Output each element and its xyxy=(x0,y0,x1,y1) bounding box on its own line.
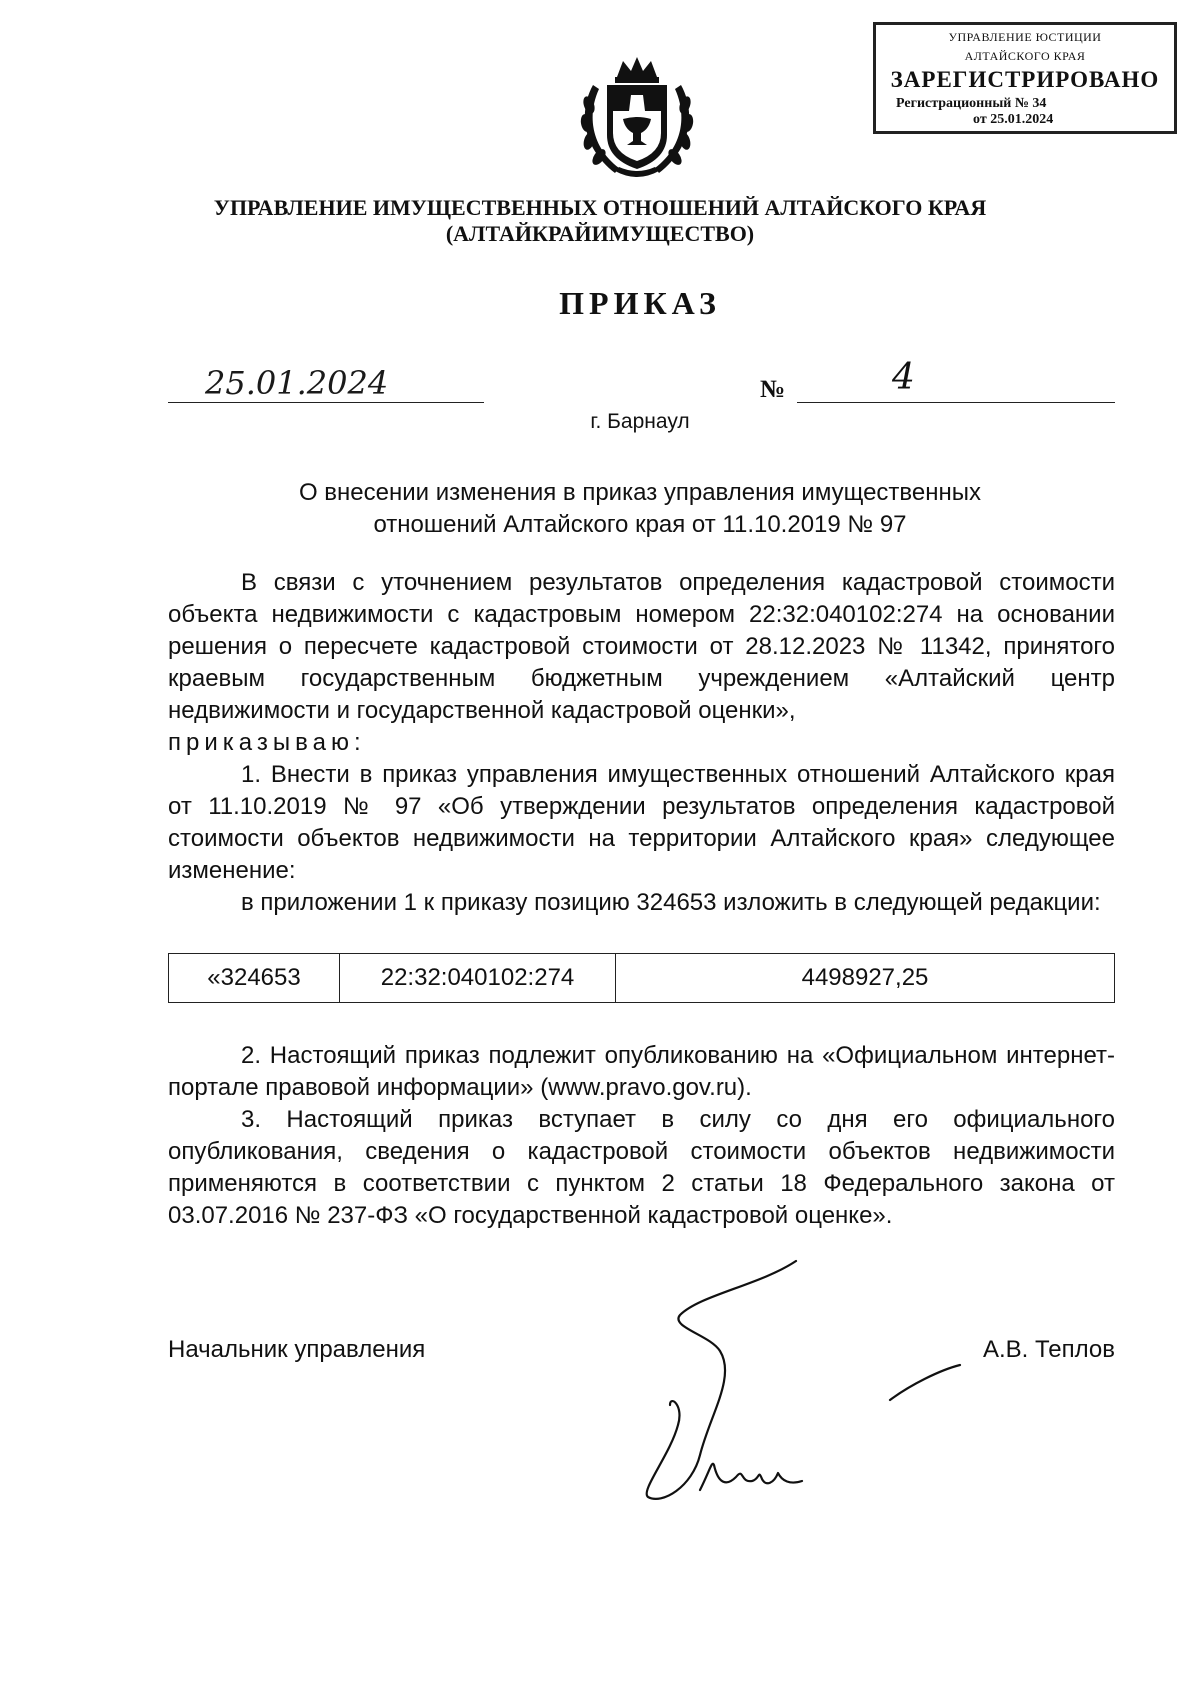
cadastral-value-table xyxy=(168,953,1115,1003)
stamp-org-line2: АЛТАЙСКОГО КРАЯ xyxy=(964,49,1086,63)
number-underline xyxy=(797,402,1115,403)
table-cell-cadastral-value: 4498927,25 xyxy=(616,954,1115,1002)
document-type-title: ПРИКАЗ xyxy=(559,285,721,321)
stamp-reg-number: Регистрационный № 34 xyxy=(896,96,1047,111)
handwritten-number: 4 xyxy=(892,357,915,398)
number-sign: № xyxy=(760,376,786,403)
item-1-detail-paragraph: в приложении 1 к приказу позицию 324653 изложить в следующей редакции: xyxy=(241,889,1101,916)
item-1-paragraph: 1. Внести в приказ управления имущественных отношений Алтайского края от 11.10.2019 № 97 «Об утверждении результатов определения кадастровой стоимости объектов недвижимости на территории Алтайского края» следующее изменение: xyxy=(168,761,1115,884)
body-section-2 xyxy=(168,1040,1115,1232)
table-row xyxy=(169,954,1114,1002)
body-section-1 xyxy=(168,567,1115,919)
signatory-name: А.В. Теплов xyxy=(982,1336,1115,1363)
stamp-status: ЗАРЕГИСТРИРОВАНО xyxy=(890,67,1160,92)
order-word: приказываю: xyxy=(168,729,366,756)
stamp-reg-date: от 25.01.2024 xyxy=(973,112,1054,127)
subject-line2: отношений Алтайского края от 11.10.2019 № 97 xyxy=(373,511,907,538)
registration-stamp xyxy=(873,22,1177,134)
signatory-title: Начальник управления xyxy=(168,1336,426,1363)
document-subject xyxy=(0,477,1200,541)
altai-krai-coat-of-arms-icon xyxy=(575,55,699,183)
table-cell-cadastral-number: 22:32:040102:274 xyxy=(340,954,616,1002)
handwritten-date: 25.01.2024 xyxy=(205,364,389,402)
handwritten-signature-icon xyxy=(640,1255,970,1515)
item-2-paragraph: 2. Настоящий приказ подлежит опубликованию на «Официальном интернет-портале правовой информации» (www.pravo.gov.ru). xyxy=(168,1042,1115,1101)
agency-name-line2: (АЛТАЙКРАЙИМУЩЕСТВО) xyxy=(445,221,755,246)
item-3-paragraph: 3. Настоящий приказ вступает в силу со дня его официального опубликования, сведения о кадастровой стоимости объектов недвижимости применяются в соответствии с пунктом 2 статьи 18 Федерального закона от 03.07.2016 № 237-ФЗ «О государственной кадастровой оценке». xyxy=(168,1106,1115,1229)
preamble-paragraph: В связи с уточнением результатов определения кадастровой стоимости объекта недвижимости с кадастровым номером 22:32:040102:274 на основании решения о пересчете кадастровой стоимости от 28.12.2023 № 11342, принятого краевым государственным бюджетным учреждением «Алтайский центр недвижимости и государственной кадастровой оценки», xyxy=(168,569,1115,724)
date-underline xyxy=(168,402,484,403)
agency-name xyxy=(0,195,1200,247)
subject-line1: О внесении изменения в приказ управления имущественных xyxy=(298,479,982,506)
agency-name-line1: УПРАВЛЕНИЕ ИМУЩЕСТВЕННЫХ ОТНОШЕНИЙ АЛТАЙСКОГО КРАЯ xyxy=(213,195,987,220)
table-cell-position: «324653 xyxy=(207,964,301,991)
city: г. Барнаул xyxy=(590,410,690,433)
stamp-org-line1: УПРАВЛЕНИЕ ЮСТИЦИИ xyxy=(948,30,1102,44)
